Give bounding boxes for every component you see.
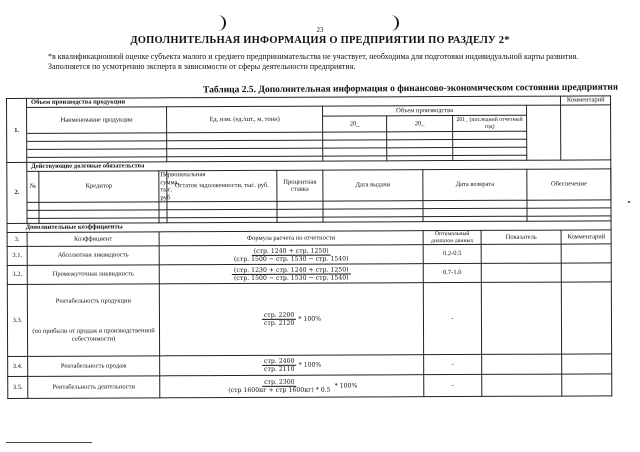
indicator-cell[interactable] — [481, 244, 561, 263]
product-name-header: Наименование продукции — [27, 107, 167, 134]
optimal-range-header: Оптимальный диапазон данных — [423, 230, 481, 244]
section-1-comment-header: Комментарий — [561, 96, 611, 105]
volume-cell[interactable] — [323, 140, 387, 148]
section-2-title: Действующие долговые обязательства — [27, 160, 611, 172]
section-3-comment-header: Комментарий — [561, 230, 611, 244]
indicator-cell[interactable] — [482, 354, 562, 374]
section-1-spare-cell[interactable] — [561, 105, 611, 160]
debt-no-header: № — [27, 171, 39, 202]
section-3-number: 3. — [7, 232, 27, 246]
year-3-header: 201_ (последний отчетный год) — [453, 115, 527, 131]
comment-cell[interactable] — [562, 354, 612, 374]
comment-cell[interactable] — [561, 263, 611, 282]
comment-cell[interactable] — [561, 244, 611, 263]
indicator-cell[interactable] — [482, 374, 562, 396]
section-1-number: 1. — [7, 98, 27, 162]
section-2-number: 2. — [7, 162, 27, 223]
production-volume-header: Объем производства — [323, 105, 527, 116]
section-1-title: Объем производства продукции — [27, 96, 561, 107]
table-row: 3.4. Рентабельность продаж $\frac{\text{стр. 2400}}{\text{стр. 2110}}$ * 100% - — [8, 354, 612, 377]
footnote-text: *в квалификационной оценке субъекта малого и среднего предпринимательства не участвует, необходима для подготовки индивидуальной карты развития. Заполняется по усмотрению эксперта в зависимости от сферы деятельности предприятия. — [48, 52, 579, 71]
comment-cell[interactable] — [562, 374, 612, 396]
page-heading: ДОПОЛНИТЕЛЬНАЯ ИНФОРМАЦИЯ О ПРЕДПРИЯТИИ ПО РАЗДЕЛУ 2* — [130, 35, 510, 46]
year-2-header: 20_ — [387, 116, 453, 132]
unit-header: Ед. изм. (ед./шт., м, тонн) — [167, 106, 323, 133]
section-1-comment-cell[interactable] — [527, 105, 561, 160]
return-date-header: Дата возврата — [423, 169, 527, 200]
creditor-header: Кредитор — [39, 171, 159, 203]
indicator-cell[interactable] — [481, 282, 562, 354]
initial-amount-header: Первоначальная сумма, тыс. руб — [160, 171, 206, 201]
table-caption: Таблица 2.5. Дополнительная информация о финансово-экономическом состоянии предприятия — [202, 82, 619, 96]
volume-cell[interactable] — [323, 148, 387, 156]
table-row: 3.5. Рентабельность деятельности $\frac{\text{стр. 2300}}{\text{(стр 1600нг + стр 1600кг) * 0.5}}$ * 100% - — [8, 374, 612, 399]
coefficient-header: Коэффициент — [27, 232, 159, 247]
table-row: 3.1. Абсолютная ликвидность $\frac{\text{(стр. 1240 + стр. 1250)}}{\text{(стр. 1500 − стр. 1530 − стр. 1540)}}$ 0.2-0.5 — [7, 244, 611, 266]
comment-cell[interactable] — [562, 282, 612, 354]
balance-header: Остаток задолженности, тыс. руб. — [167, 170, 277, 201]
security-header: Обеспечение — [527, 169, 611, 200]
financial-info-table — [6, 95, 613, 399]
indicator-cell[interactable] — [481, 263, 561, 282]
volume-cell[interactable] — [323, 132, 387, 140]
page-number: 23 — [316, 26, 324, 34]
section-3-title: Дополнительные коэффициенты — [7, 221, 611, 233]
issue-date-header: Дата выдачи — [323, 170, 423, 201]
scan-speck — [628, 201, 630, 203]
table-row: 3.2. Промежуточная ликвидность $\frac{\text{(стр. 1230 + стр. 1240 + стр. 1250)}}{\text{(стр. 1500 − стр. 1530 − стр. 1540)}}$ 0.7-1.0 — [7, 263, 611, 285]
indicator-header: Показатель — [481, 230, 561, 244]
footnote-separator — [6, 442, 92, 443]
formula-header: Формула расчета по отчетности — [159, 231, 423, 246]
table-row: 3.3. Рентабельность продукции (по прибыли от продаж и производственной себестоимости) $\frac{\text{стр. 2200}}{\text{стр. 2120}}$ * 100% - — [7, 282, 612, 357]
interest-rate-header: Процентная ставка — [277, 170, 323, 201]
year-1-header: 20_ — [323, 116, 387, 132]
